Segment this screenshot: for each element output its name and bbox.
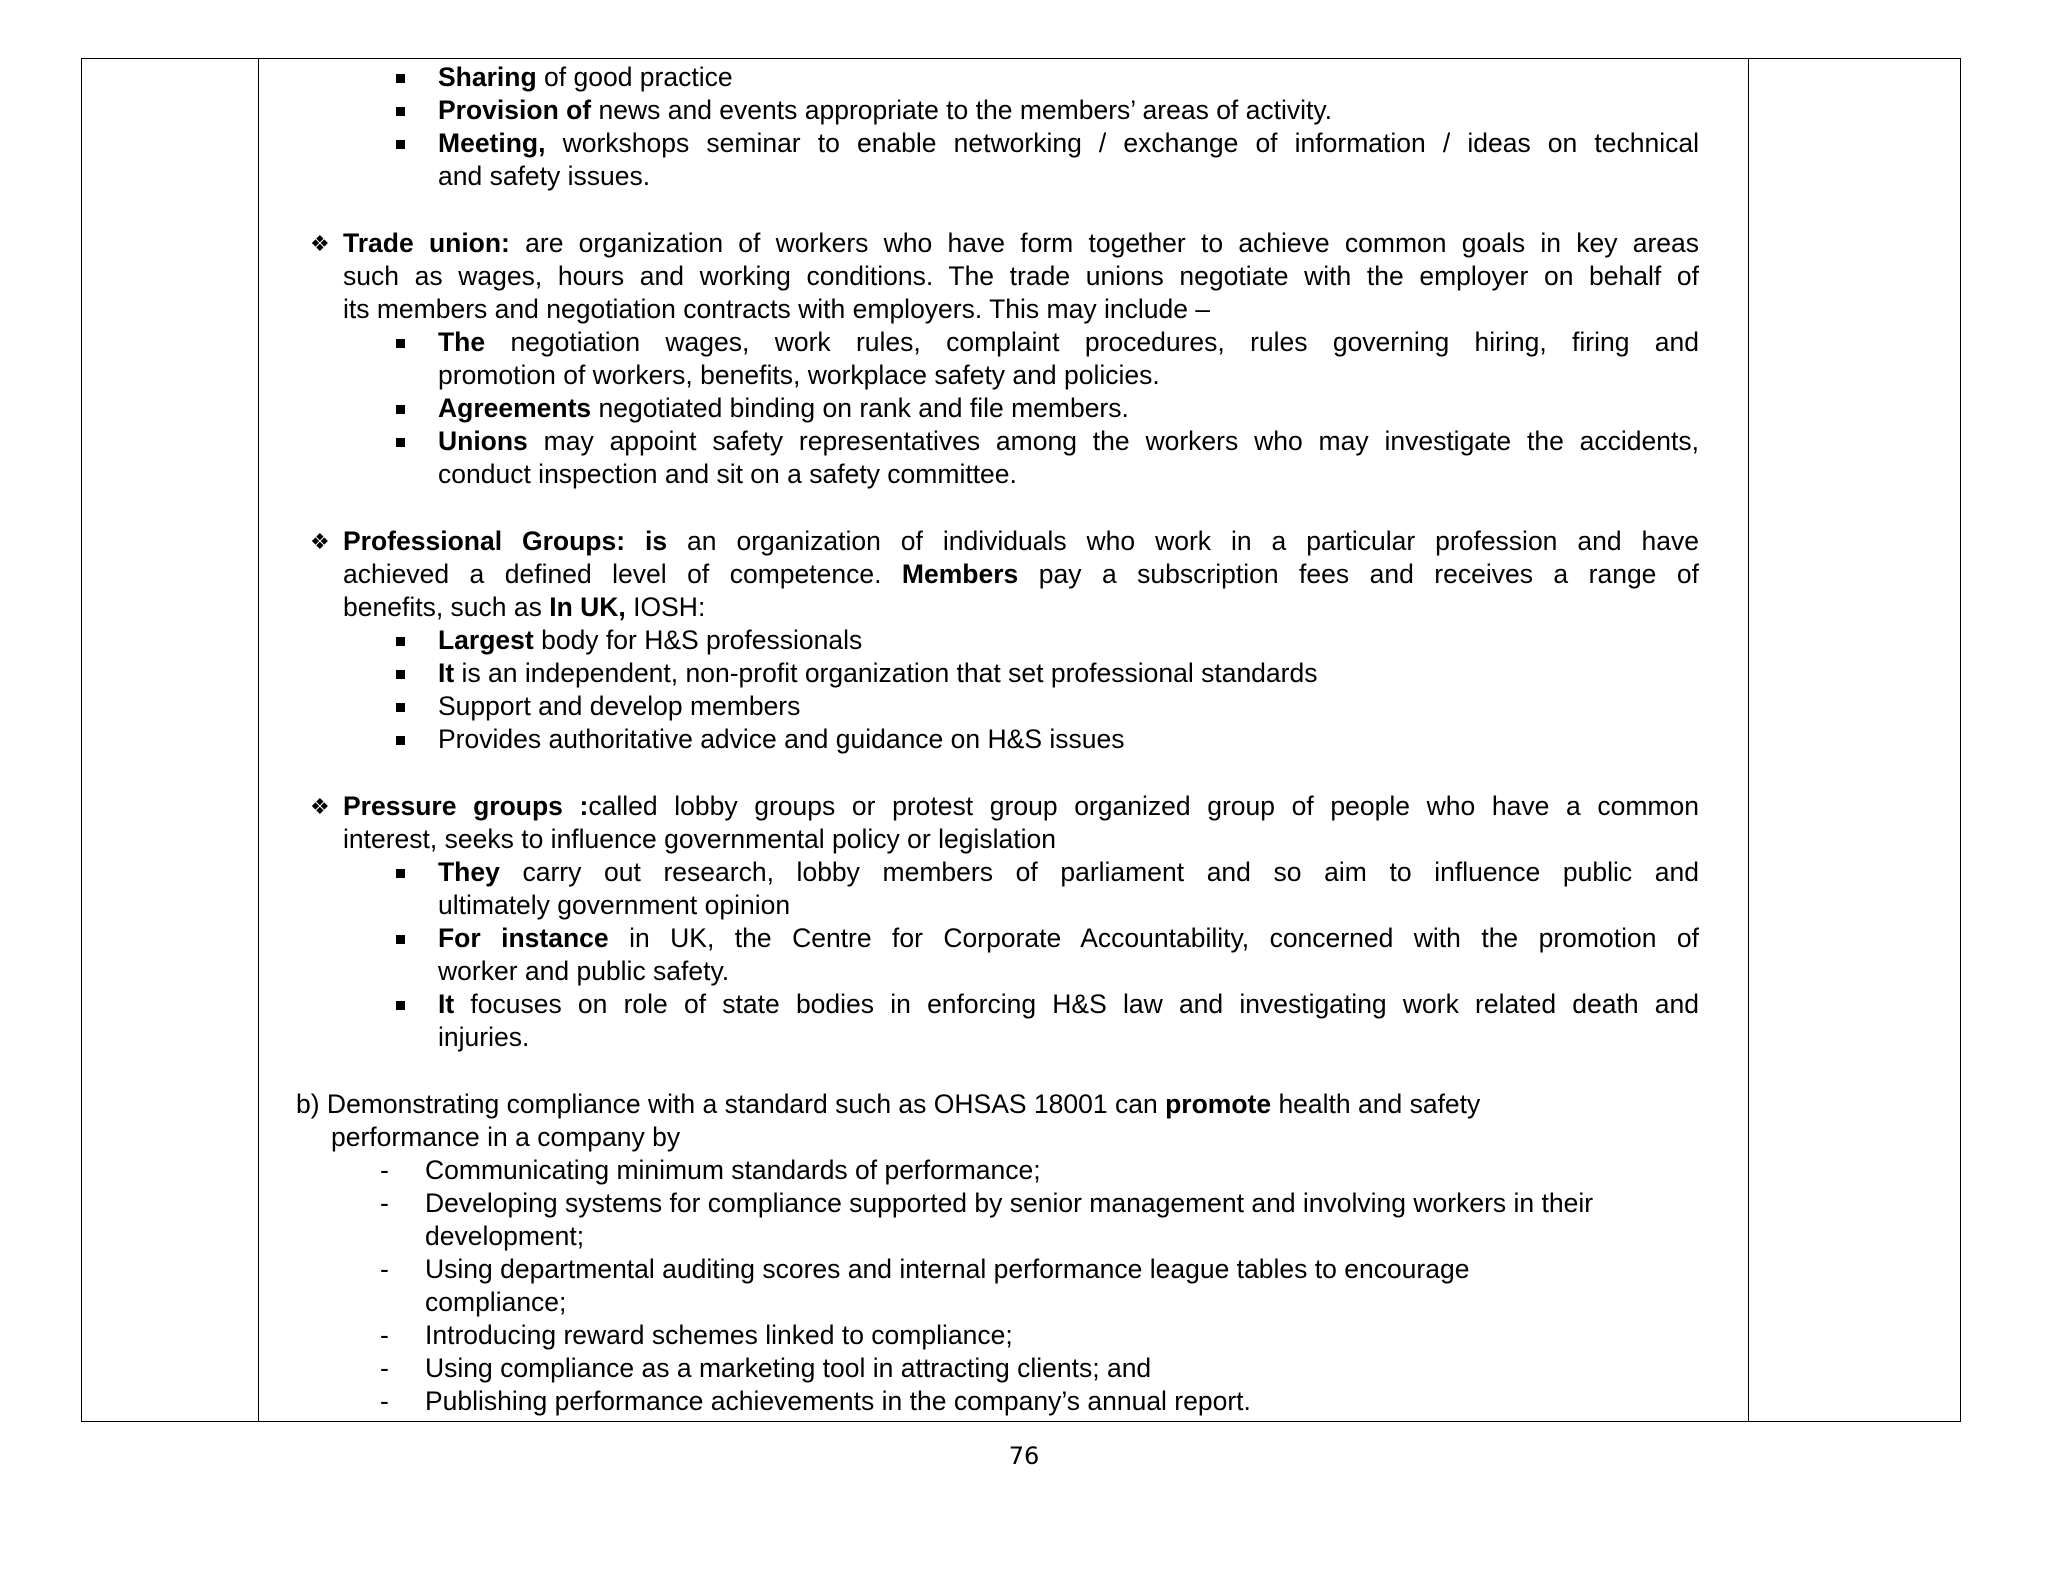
part-b-bold: promote [1165,1089,1272,1119]
dash-item-text: Publishing performance achievements in the company’s annual report. [425,1386,1251,1416]
bullet-bold-lead: Agreements [438,393,592,423]
bullet-square-icon [396,140,405,149]
bullet-line [438,889,790,922]
professional-groups-text: pay a subscription fees and receives a range of [1018,559,1699,589]
paragraph-line [343,525,1699,558]
bullet-square-icon [396,438,405,447]
bullet-square-icon [396,935,405,944]
paragraph-line [343,591,705,624]
bullet-square-icon [396,107,405,116]
content-cell [260,59,1746,1421]
bullet-bold-lead: Meeting, [438,128,546,158]
bullet-text: Provides authoritative advice and guidance on H&S issues [438,724,1125,754]
professional-groups-bold: Members [901,559,1019,589]
dash-item-text: Using departmental auditing scores and internal performance league tables to encourage [425,1254,1470,1284]
paragraph-line [343,227,1699,260]
bullet-continuation: worker and public safety. [438,956,730,986]
trade-union-text: such as wages, hours and working conditions. The trade unions negotiate with the employer on behalf of [343,261,1699,291]
bullet-text: negotiation wages, work rules, complaint procedures, rules governing hiring, firing and [485,327,1699,357]
bullet-square-icon [396,1001,405,1010]
bullet-square-icon [396,405,405,414]
bullet-bold-lead: It [438,989,455,1019]
dash-item-text: Using compliance as a marketing tool in attracting clients; and [425,1353,1152,1383]
bullet-square-icon [396,703,405,712]
bullet-continuation: injuries. [438,1022,530,1052]
bullet-line [438,359,1160,392]
bullet-text: carry out research, lobby members of parliament and so aim to influence public and [499,857,1699,887]
dash-item-line [425,1385,1251,1418]
professional-groups-text: an organization of individuals who work in a particular profession and have [667,526,1699,556]
part-b-text: performance in a company by [331,1122,681,1152]
bullet-square-icon [396,670,405,679]
bullet-line [438,127,1699,160]
bullet-line [438,94,1332,127]
dash-item-line [425,1352,1151,1385]
bullet-bold-lead: They [438,857,500,887]
bullet-line [438,856,1699,889]
bullet-bold-lead: Sharing [438,62,537,92]
dash-item-text: Communicating minimum standards of performance; [425,1155,1041,1185]
column-divider-1 [258,59,259,1421]
trade-union-text: are organization of workers who have form together to achieve common goals in key areas [509,228,1700,258]
bullet-continuation: promotion of workers, benefits, workplace safety and policies. [438,360,1160,390]
bullet-continuation: and safety issues. [438,161,651,191]
bullet-line [438,723,1124,756]
dash-item-line [425,1220,584,1253]
bullet-line [438,657,1317,690]
bullet-line [438,690,800,723]
paragraph-line [343,558,1699,591]
content-table [81,58,1961,1422]
bullet-bold-lead: For instance [438,923,609,953]
bullet-line [438,1021,529,1054]
bullet-square-icon [396,74,405,83]
bullet-text: negotiated binding on rank and file members. [591,393,1129,423]
trade-union-heading: Trade union: [343,228,510,258]
part-b-text: b) Demonstrating compliance with a standard such as OHSAS 18001 can [296,1089,1166,1119]
bullet-bold-lead: Largest [438,625,534,655]
professional-groups-heading: Professional Groups: is [343,526,668,556]
paragraph-line [343,260,1699,293]
bullet-square-icon [396,869,405,878]
bullet-text: is an independent, non-profit organization that set professional standards [454,658,1318,688]
dash-bullet: - [380,1188,389,1218]
bullet-bold-lead: Unions [438,426,528,456]
pressure-groups-text: called lobby groups or protest group organized group of people who have a common [588,791,1699,821]
professional-groups-text: IOSH: [625,592,706,622]
bullet-square-icon [396,637,405,646]
dash-bullet: - [380,1320,389,1350]
pressure-groups-text: interest, seeks to influence governmental policy or legislation [343,824,1056,854]
diamond-bullet-icon: ❖ [310,231,330,256]
bullet-line [438,160,650,193]
bullet-line [438,392,1129,425]
professional-groups-bold: In UK, [549,592,626,622]
paragraph-line [343,823,1056,856]
dash-bullet: - [380,1254,389,1284]
professional-groups-text: achieved a defined level of competence. [343,559,902,589]
trade-union-text: its members and negotiation contracts with employers. This may include – [343,294,1211,324]
bullet-line [438,624,862,657]
bullet-continuation: conduct inspection and sit on a safety committee. [438,459,1017,489]
bullet-text: focuses on role of state bodies in enforcing H&S law and investigating work related death and [454,989,1699,1019]
paragraph-line [343,790,1699,823]
bullet-text: body for H&S professionals [533,625,863,655]
diamond-bullet-icon: ❖ [310,529,330,554]
bullet-continuation: ultimately government opinion [438,890,791,920]
part-b-text: health and safety [1271,1089,1481,1119]
dash-bullet: - [380,1155,389,1185]
bullet-line [438,988,1699,1021]
column-divider-2 [1748,59,1749,1421]
bullet-text: in UK, the Centre for Corporate Accountability, concerned with the promotion of [608,923,1699,953]
bullet-bold-lead: It [438,658,455,688]
diamond-bullet-icon: ❖ [310,794,330,819]
bullet-text: workshops seminar to enable networking / exchange of information / ideas on technical [545,128,1699,158]
dash-item-line [425,1286,566,1319]
dash-item-continuation: development; [425,1221,585,1251]
bullet-line [438,955,729,988]
dash-item-text: Developing systems for compliance supported by senior management and involving workers in their [425,1188,1594,1218]
pressure-groups-heading: Pressure groups : [343,791,589,821]
bullet-square-icon [396,736,405,745]
paragraph-line [296,1088,1480,1121]
paragraph-line [331,1121,680,1154]
dash-bullet: - [380,1386,389,1416]
professional-groups-text: benefits, such as [343,592,550,622]
dash-item-line [425,1319,1013,1352]
bullet-text: of good practice [536,62,733,92]
bullet-text: news and events appropriate to the members’ areas of activity. [591,95,1333,125]
dash-item-line [425,1253,1469,1286]
bullet-line [438,326,1699,359]
bullet-line [438,922,1699,955]
bullet-line [438,425,1699,458]
dash-item-line [425,1154,1041,1187]
bullet-text: may appoint safety representatives among the workers who may investigate the accidents, [527,426,1699,456]
dash-bullet: - [380,1353,389,1383]
bullet-bold-lead: The [438,327,486,357]
page-number: 76 [1008,1442,1040,1470]
bullet-bold-lead: Provision of [438,95,592,125]
bullet-text: Support and develop members [438,691,801,721]
bullet-square-icon [396,339,405,348]
dash-item-line [425,1187,1593,1220]
bullet-line [438,61,733,94]
bullet-line [438,458,1017,491]
paragraph-line [343,293,1210,326]
dash-item-continuation: compliance; [425,1287,567,1317]
dash-item-text: Introducing reward schemes linked to compliance; [425,1320,1013,1350]
